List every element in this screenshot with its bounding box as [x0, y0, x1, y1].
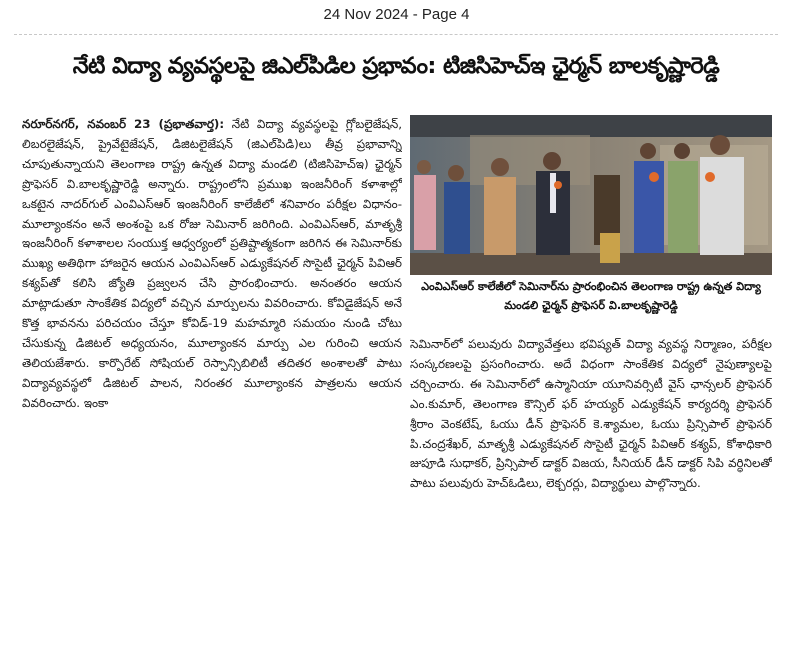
article-left-body: నేటి విద్యా వ్యవస్థలపై గ్లోబలైజేషన్, లిబరలైజేషన్, ప్రైవేటైజేషన్, డిజిటలైజేషన్ (జిఎల్‌పిడి)లు తీవ్ర ప్రభావాన్ని చూపుతున్నాయని తెలంగాణ రాష్ట్ర ఉన్నత విద్యా మండలి (టిజిసిహెచ్‌ఇ) ఛైర్మన్ ప్రొఫెసర్ వి.బాలకృష్ణారెడ్డి అన్నారు. రాష్ట్రంలోని ప్రముఖ ఇంజనీరింగ్ కళాశాల్లో ఒకటైన నాదర్‌గుల్ ఎంవిఎస్‌ఆర్ ఇంజనీరింగ్ కాలేజీలో శనివారం పరీక్షల విధానం-మూల్యాంకనం అనే అంశంపై ఒక రోజు సెమినార్ జరిగింది. ఎంవిఎస్‌ఆర్, మాతృశ్రీ ఇంజనీరింగ్ కళాశాలల సంయుక్త ఆధ్వర్యంలో ప్రతిష్టాత్మకంగా జరిగిన ఈ సెమినార్‌కు ముఖ్య అతిథిగా హాజరైన ఆయన ఎంవిఎస్‌ఆర్ ఎడ్యుకేషనల్ సొసైటీ ఛైర్మన్ పివిఆర్ కశ్యప్‌తో కలిసి జ్యోతి ప్రజ్వలన చేసి ప్రారంభించారు. అనంతరం ఆయన మాట్లాడుతూ సాంకేతిక విద్యలో వచ్చిన మార్పులను వివరించారు. కోవిడైజేషన్ అనే కొత్త భావనను పరిచయం చేస్తూ కోవిడ్-19 మహమ్మారి సమయం నుండి చోటు చేసుకున్న డిజిటల్ అధ్యయనం, మూల్యాంకన మార్పు ఎల గురించి ఆయన తెలియజేశారు. కార్పొరేట్ సోషియల్ రెస్పాన్సిబిలిటీ తదితర అంశాలతో పాటు విద్యావ్యవస్థలో డిజిటల్ పాలన, నిరంతర మూల్యాంకన పాత్రలను ఆయన వివరించారు. ఇంకా [22, 117, 402, 410]
page-header: 24 Nov 2024 - Page 4 [323, 6, 470, 23]
article-dateline: నరూర్‌నగర్, నవంబర్ 23 (ప్రభాతవార్త): [22, 117, 225, 131]
photo-caption: ఎంవిఎస్‌ఆర్ కాలేజీలో సెమినార్‌ను ప్రారంభించిన తెలంగాణ రాష్ట్ర ఉన్నత విద్యా మండలి ఛైర్మన్ ప్రొఫెసర్ వి.బాలకృష్ణారెడ్డి [421, 280, 761, 312]
article-right-body: సెమినార్‌లో పలువురు విద్యావేత్తలు భవిష్యత్ విద్యా వ్యవస్థ నిర్మాణం, పరీక్షల సంస్కరణలపై ప్రసంగించారు. అదే విధంగా సాంకేతిక విద్యలో నైపుణ్యాలపై చర్చించారు. ఈ సెమినార్‌లో ఉస్మానియా యూనివర్సిటీ వైస్ ఛాన్సలర్ ప్రొఫెసర్ ఎం.కుమార్, తెలంగాణ కౌన్సిల్ ఫర్ హయ్యర్ ఎడ్యుకేషన్ కార్యదర్శి ప్రొఫెసర్ శ్రీరాం వెంకటేష్, ఓయు డీన్ ప్రొఫెసర్ కె.శ్యామల, ఓయు ప్రిన్సిపాల్ ప్రొఫెసర్ పి.చంద్రశేఖర్, మాతృశ్రీ ఎడ్యుకేషనల్ సొసైటీ ఛైర్మన్ పివిఆర్ కశ్యప్, కోశాధికారి జుపూడి సుధాకర్, ప్రిన్సిపాల్ డాక్టర్ విజయ, సీనియర్ డీన్ డాక్టర్ సిపి వర్ధినిలతో పాటు పలువురు హెచ్‌ఓడిలు, లెక్చరర్లు, విద్యార్థులు పాల్గొన్నారు. [410, 337, 772, 491]
article-headline: నేటి విద్యా వ్యవస్థలపై జిఎల్‌పిడిల ప్రభావం: టిజిసిహెచ్‌ఇ ఛైర్మన్ బాలకృష్ణారెడ్డి [72, 53, 720, 79]
article-left-column [22, 115, 402, 645]
newspaper-clipping [14, 34, 778, 649]
article-right-column [410, 335, 772, 647]
article-photo [410, 115, 772, 275]
